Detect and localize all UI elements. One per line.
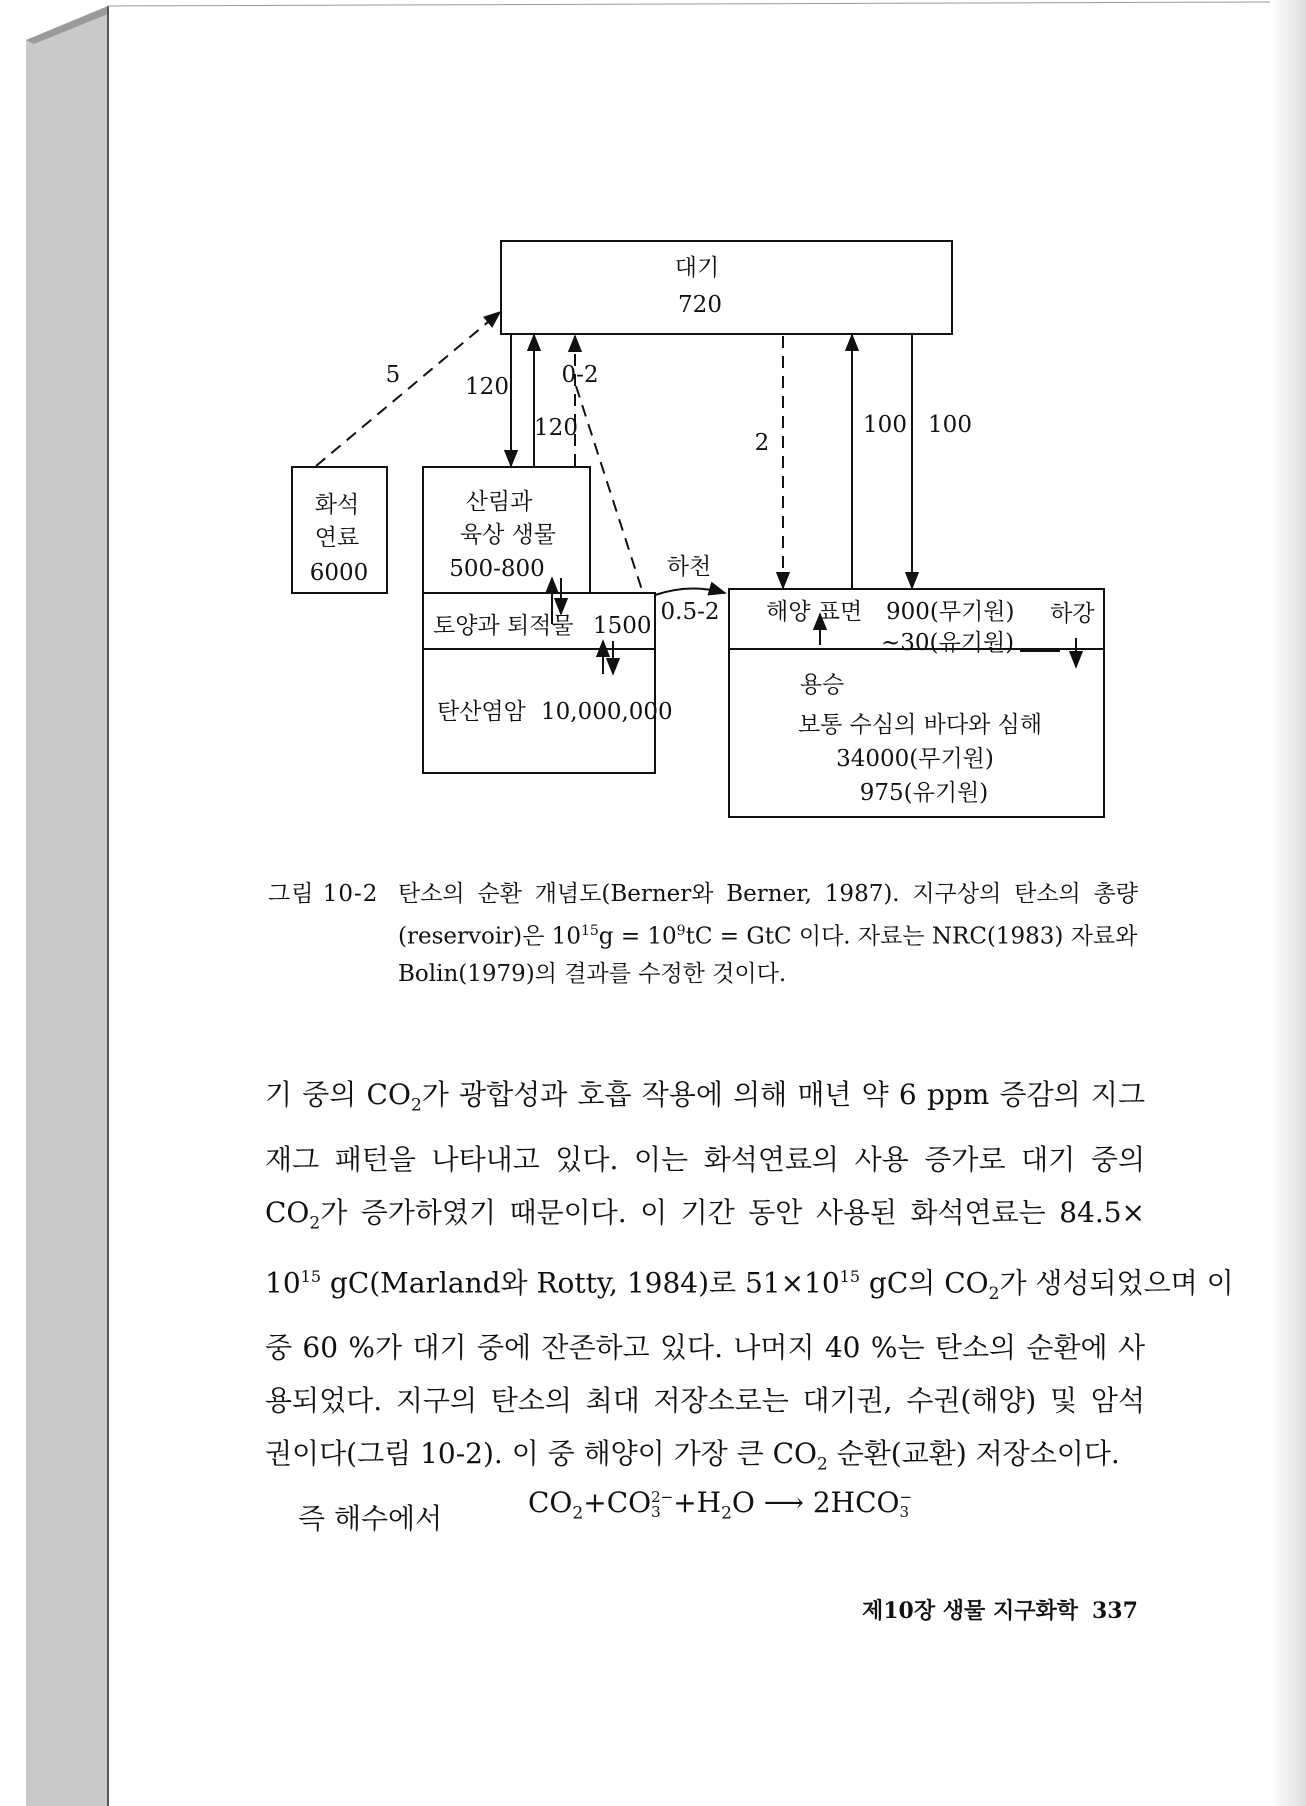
ocean-down-flow-value: 100 <box>928 412 972 438</box>
superscript: 2− <box>651 1487 674 1506</box>
atmosphere-value: 720 <box>678 292 722 318</box>
equation-script-stack <box>899 1487 913 1521</box>
fossil-fuel-label-1: 화석 <box>314 492 360 518</box>
ocean-surface-organic: ~30(유기원) <box>881 630 1015 656</box>
forest-down-flow-value: 120 <box>465 374 509 400</box>
equation-term: CO <box>606 1486 652 1519</box>
carbon-cycle-diagram <box>0 0 1306 860</box>
caption-label: 그림 10-2 <box>268 881 379 907</box>
deep-ocean-label: 보통 수심의 바다와 심해 <box>797 712 1043 738</box>
text-segment: 기 중의 CO <box>265 1078 411 1111</box>
body-line: 용되었다. 지구의 탄소의 최대 저장소로는 대기권, 수권(해양) 및 암석 <box>265 1384 1145 1418</box>
soil-value: 1500 <box>593 613 652 639</box>
superscript: 15 <box>300 1267 321 1287</box>
text-segment: 권이다(그림 10-2). 이 중 해양이 가장 큰 CO <box>265 1437 817 1471</box>
equation-operator: + <box>673 1486 697 1519</box>
caption-text <box>398 876 1138 993</box>
carbonate-value: 10,000,000 <box>541 699 673 725</box>
text-segment: 가 광합성과 호흡 작용에 의해 매년 약 6 ppm 증감의 지그 <box>421 1078 1145 1111</box>
caption-text-segment: tC = GtC 이다. 자료는 NRC(1983) 자료와 <box>685 923 1138 950</box>
equation-arrow: ⟶ <box>754 1486 813 1519</box>
body-line: 중 60 %가 대기 중에 잔존하고 있다. 나머지 40 %는 탄소의 순환에 사 <box>265 1331 1145 1365</box>
subscript: 2 <box>988 1284 1000 1305</box>
subscript: 2 <box>721 1503 732 1524</box>
text-segment: 순환(교환) 저장소이다. <box>827 1437 1120 1471</box>
body-line <box>265 1068 1145 1133</box>
fossil-flow-value: 5 <box>385 362 401 388</box>
subscript: 2 <box>309 1213 321 1234</box>
subscript: 2 <box>572 1503 584 1524</box>
upwelling-label: 용승 <box>799 672 845 698</box>
deep-ocean-inorganic: 34000(무기원) <box>836 746 994 772</box>
body-line <box>265 1427 1145 1492</box>
chemical-equation <box>528 1486 912 1524</box>
caption-line: 탄소의 순환 개념도(Berner와 Berner, 1987). 지구상의 탄소의 총량 <box>398 881 1138 907</box>
forest-to-river-dashed <box>576 386 642 590</box>
carbonate-label: 탄산염암 <box>437 699 526 725</box>
caption-text-segment: g = 10 <box>598 923 677 950</box>
subscript: 2 <box>816 1454 828 1475</box>
equation-term: 2HCO <box>812 1486 900 1519</box>
soil-label: 토양과 퇴적물 <box>433 613 574 639</box>
forest-value: 500-800 <box>449 556 545 582</box>
ocean-down-dashed-value: 2 <box>754 430 770 456</box>
sinking-label: 하강 <box>1050 601 1095 627</box>
equation-term: H <box>696 1486 722 1519</box>
text-segment: gC(Marland와 Rotty, 1984)로 51×10 <box>321 1266 840 1300</box>
ocean-surface-inorganic: 900(무기원) <box>886 599 1015 625</box>
equation-term: O <box>731 1486 755 1519</box>
fossil-fuel-value: 6000 <box>309 560 369 586</box>
river-label: 하천 <box>666 554 712 580</box>
fossil-fuel-label-2: 연료 <box>314 525 360 551</box>
soil-flow-value: 0-2 <box>561 362 599 388</box>
atmosphere-label: 대기 <box>674 255 720 281</box>
equation-operator: + <box>583 1486 607 1519</box>
caption-superscript: 9 <box>676 923 686 939</box>
superscript: 15 <box>839 1267 861 1287</box>
text-segment: 가 증가하였기 때문이다. 이 기간 동안 사용된 화석연료는 84.5× <box>320 1195 1145 1229</box>
subscript: 3 <box>651 1502 661 1521</box>
equation-term: CO <box>528 1486 573 1519</box>
forest-label-2: 육상 생물 <box>459 522 557 548</box>
text-segment: 10 <box>265 1266 301 1300</box>
body-line: 즉 해수에서 <box>298 1501 443 1535</box>
text-segment: CO <box>265 1195 310 1229</box>
body-line <box>265 1186 1145 1251</box>
superscript: − <box>899 1487 913 1506</box>
atmosphere-box <box>501 241 952 334</box>
ocean-up-flow-value: 100 <box>863 412 907 438</box>
deep-ocean-organic: 975(유기원) <box>859 780 989 806</box>
body-line: 재그 패턴을 나타내고 있다. 이는 화석연료의 사용 증가로 대기 중의 <box>265 1142 1145 1176</box>
caption-superscript: 15 <box>580 923 599 939</box>
body-paragraph <box>265 1068 1234 1545</box>
page-footer <box>862 1594 1138 1625</box>
river-arrow <box>655 588 725 595</box>
chapter-title: 제10장 생물 지구화학 <box>862 1598 1078 1624</box>
body-line <box>265 1250 1234 1321</box>
page-number: 337 <box>1091 1598 1138 1624</box>
ocean-surface-label: 해양 표면 <box>766 599 863 625</box>
subscript: 2 <box>410 1095 422 1116</box>
forest-label-1: 산림과 <box>465 489 533 515</box>
subscript: 3 <box>899 1502 910 1521</box>
caption-line: Bolin(1979)의 결과를 수정한 것이다. <box>398 960 787 987</box>
river-flow-value: 0.5-2 <box>660 599 720 625</box>
caption-line <box>398 913 1138 956</box>
equation-script-stack <box>651 1487 674 1521</box>
text-segment: 가 생성되었으며 이 <box>999 1266 1234 1300</box>
caption-text-segment: (reservoir)은 10 <box>398 923 581 950</box>
text-segment: gC의 CO <box>860 1266 989 1300</box>
forest-up-flow-value: 120 <box>534 415 578 441</box>
